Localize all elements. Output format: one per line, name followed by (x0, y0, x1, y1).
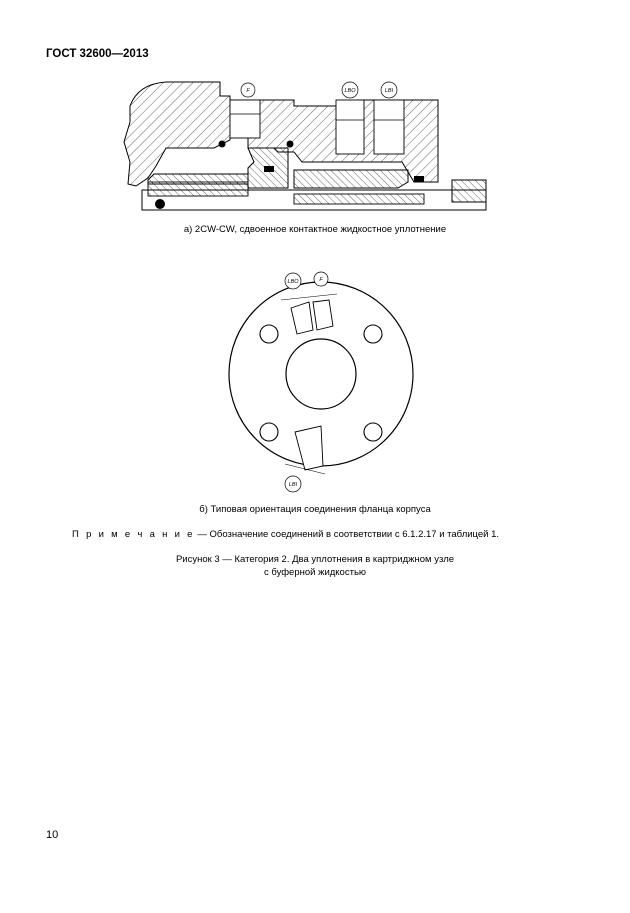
flange-orientation-drawing (225, 268, 417, 496)
bolt-hole (260, 423, 278, 441)
svg-text:F: F (246, 88, 250, 94)
figure-a-caption: а) 2CW-CW, сдвоенное контактное жидкостное уплотнение (183, 224, 447, 235)
o-ring (155, 199, 165, 209)
locking-collar (452, 180, 486, 202)
svg-text:LBI: LBI (384, 88, 394, 94)
svg-text:F: F (319, 277, 323, 283)
port-lbo (336, 100, 364, 154)
note-prefix: П р и м е ч а н и е (72, 529, 195, 540)
figure-caption-line2: с буферной жидкостью (263, 567, 367, 578)
svg-text:LBI: LBI (288, 482, 298, 488)
housing-body (124, 82, 230, 186)
bolt-hole (364, 423, 382, 441)
bolt-hole (260, 325, 278, 343)
port-lbi (374, 100, 404, 154)
port-f (230, 100, 260, 138)
seal-cross-section-drawing (118, 78, 488, 218)
o-ring (287, 141, 294, 148)
flange-bore (286, 339, 356, 409)
page-number: 10 (46, 829, 59, 841)
figure-b-caption: б) Типовая ориентация соединения фланца корпуса (199, 504, 431, 515)
svg-text:LBO: LBO (344, 88, 356, 94)
note (72, 529, 499, 540)
figure-caption (0, 553, 630, 579)
figure-caption-line1: Рисунок 3 — Категория 2. Два уплотнения в картриджном узле (175, 554, 455, 565)
note-text: — Обозначение соединений в соответствии с 6.1.2.17 и таблицей 1. (194, 529, 500, 540)
port-f (313, 300, 333, 330)
document-header: ГОСТ 32600—2013 (46, 48, 149, 60)
bolt-hole (364, 325, 382, 343)
o-ring (219, 141, 226, 148)
svg-text:LBO: LBO (287, 279, 299, 285)
